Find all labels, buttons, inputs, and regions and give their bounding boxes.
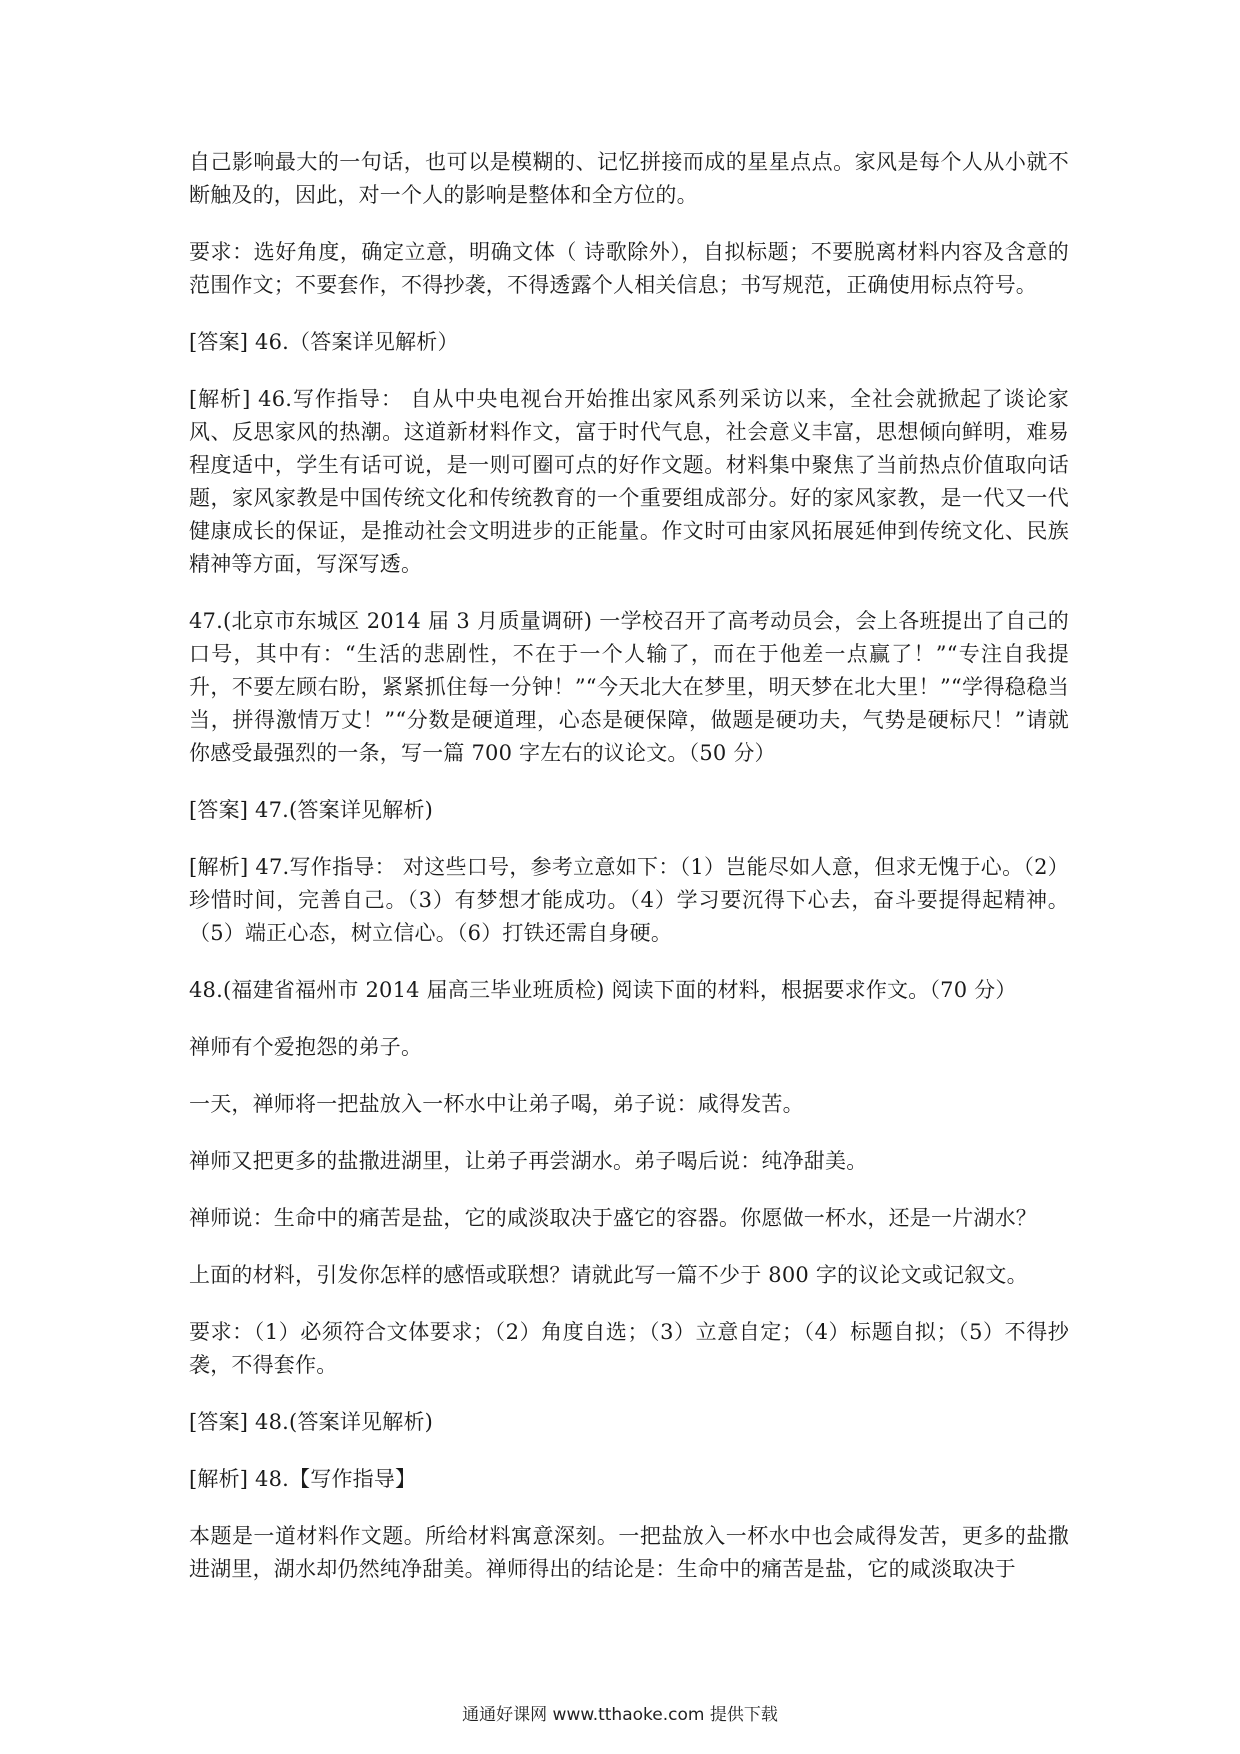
paragraph-material-48-line1: 禅师有个爱抱怨的弟子。 xyxy=(189,1035,423,1059)
paragraph-material-48-line3: 禅师又把更多的盐撒进湖里，让弟子再尝湖水。弟子喝后说：纯净甜美。 xyxy=(189,1149,868,1173)
paragraph-material-48-line2: 一天，禅师将一把盐放入一杯水中让弟子喝，弟子说：咸得发苦。 xyxy=(189,1092,804,1116)
paragraph-answer-46: [答案] 46.（答案详见解析） xyxy=(189,330,459,354)
paragraph-answer-47: [答案] 47.(答案详见解析) xyxy=(189,798,434,822)
paragraph-material-48-line4: 禅师说：生命中的痛苦是盐，它的咸淡取决于盛它的容器。你愿做一杯水，还是一片湖水？ xyxy=(189,1206,1037,1230)
paragraph-requirements-48: 要求：（1）必须符合文体要求；（2）角度自选；（3）立意自定；（4）标题自拟；（5）不得抄袭，不得套作。 xyxy=(189,1320,1069,1377)
paragraph-question-48: 48.(福建省福州市 2014 届高三毕业班质检) 阅读下面的材料，根据要求作文。（70 分） xyxy=(189,978,1017,1002)
document-body xyxy=(189,146,1069,1610)
page-footer: 通通好课网 www.tthaoke.com 提供下载 xyxy=(462,1705,778,1725)
paragraph-analysis-48-body: 本题是一道材料作文题。所给材料寓意深刻。一把盐放入一杯水中也会咸得发苦，更多的盐撒进湖里，湖水却仍然纯净甜美。禅师得出的结论是：生命中的痛苦是盐，它的咸淡取决于 xyxy=(189,1524,1069,1581)
paragraph-prompt-48: 上面的材料，引发你怎样的感悟或联想？请就此写一篇不少于 800 字的议论文或记叙文。 xyxy=(189,1263,1028,1287)
paragraph-analysis-48-heading: [解析] 48.【写作指导】 xyxy=(189,1467,417,1491)
paragraph-analysis-46: [解析] 46.写作指导： 自从中央电视台开始推出家风系列采访以来，全社会就掀起了谈论家风、反思家风的热潮。这道新材料作文，富于时代气息，社会意义丰富，思想倾向鲜明，难易程度适中，学生有话可说，是一则可圈可点的好作文题。材料集中聚焦了当前热点价值取向话题，家风家教是中国传统文化和传统教育的一个重要组成部分。好的家风家教，是一代又一代健康成长的保证，是推动社会文明进步的正能量。作文时可由家风拓展延伸到传统文化、民族精神等方面，写深写透。 xyxy=(189,387,1069,576)
paragraph-material-end: 自己影响最大的一句话，也可以是模糊的、记忆拼接而成的星星点点。家风是每个人从小就不断触及的，因此，对一个人的影响是整体和全方位的。 xyxy=(189,150,1069,207)
paragraph-requirements-46: 要求：选好角度，确定立意，明确文体（ 诗歌除外），自拟标题；不要脱离材料内容及含意的范围作文；不要套作，不得抄袭，不得透露个人相关信息；书写规范，正确使用标点符号。 xyxy=(189,240,1069,297)
paragraph-answer-48: [答案] 48.(答案详见解析) xyxy=(189,1410,434,1434)
paragraph-analysis-47: [解析] 47.写作指导： 对这些口号，参考立意如下：（1）岂能尽如人意，但求无愧于心。（2）珍惜时间，完善自己。（3）有梦想才能成功。（4）学习要沉得下心去，奋斗要提得起精神。（5）端正心态，树立信心。（6）打铁还需自身硬。 xyxy=(189,855,1069,945)
paragraph-question-47: 47.(北京市东城区 2014 届 3 月质量调研) 一学校召开了高考动员会，会上各班提出了自己的口号，其中有：“生活的悲剧性，不在于一个人输了，而在于他差一点赢了！”“专注自我提升，不要左顾右盼，紧紧抓住每一分钟！”“今天北大在梦里，明天梦在北大里！”“学得稳稳当当，拼得激情万丈！”“分数是硬道理，心态是硬保障，做题是硬功夫，气势是硬标尺！”请就你感受最强烈的一条，写一篇 700 字左右的议论文。（50 分） xyxy=(189,609,1069,765)
